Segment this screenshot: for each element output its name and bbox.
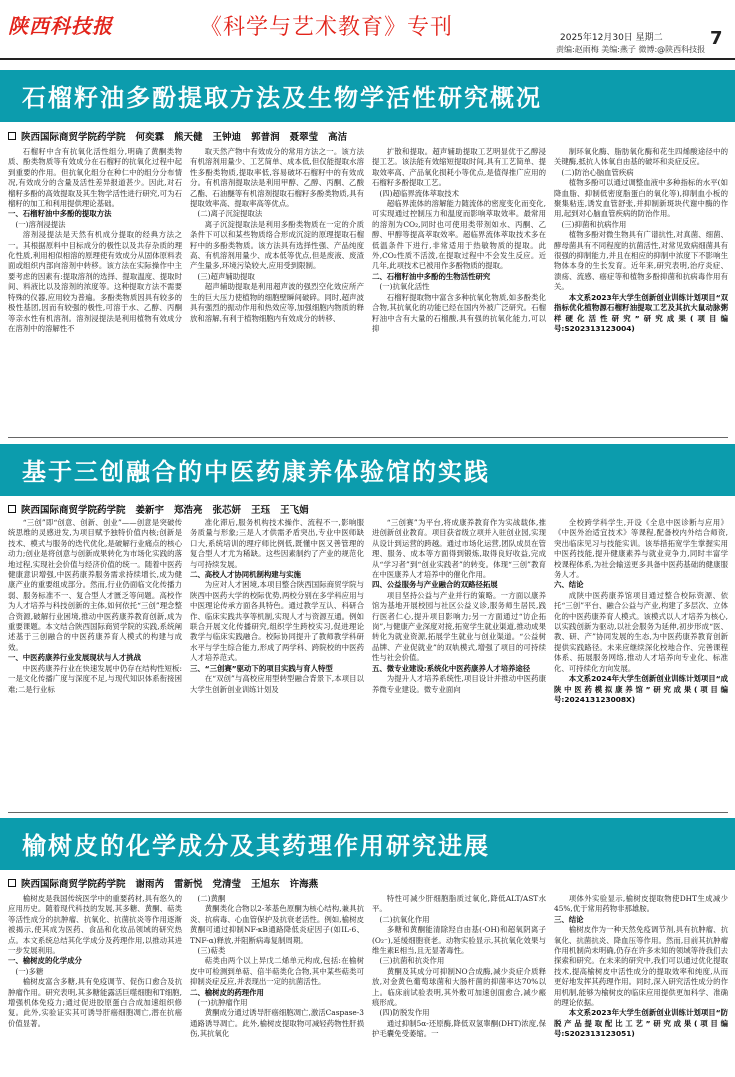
subsection-heading: (三)萜类: [197, 946, 226, 956]
article-column: [8, 147, 182, 433]
section-heading: 三、结论: [554, 914, 584, 924]
body-paragraph: 榆树皮是我国传统医学中的重要药材,具有悠久的应用历史。随着现代科技的发展,其多糖、黄酮、萜类等活性成分的抗肿瘤、抗氧化、抗菌抗炎等作用逐渐被揭示,使其成为医药、食品和化妆品领域的研究热点。本文系统总结其化学成分及药理作用,以推动其进一步发展利用。: [8, 894, 182, 956]
section-divider: [8, 437, 728, 438]
masthead: [0, 0, 735, 60]
author-name: 雷新悦: [174, 879, 203, 890]
funding-note: 本文系2023年大学生创新创业训练计划项目“防脱产品提取配比工艺”研究成果(项目编号:S202313123051): [554, 1008, 728, 1039]
article-byline: [8, 129, 728, 143]
byline-affiliation: 陕西国际商贸学院药学院: [21, 132, 126, 143]
author-name: 张芯妍: [212, 505, 242, 516]
body-paragraph: 为应对人才困境,本项目整合陕西国际商贸学院与陕西中医药大学的校际优势,两校分别在多学科应用与中医理论传承方面各具特色。通过教学互认、科研合作、临床实践共享等机制,实现人才与资源互通。例如联合开展文化传播研究,组织学生跨校实习,促进理论教学与临床实践融合。校际协同提升了教师教学科研水平与学生综合能力,形成了两学科、跨院校的中医药人才培养范式。: [190, 580, 364, 663]
section-heading: 一、中医药康养行业发展现状与人才挑战: [8, 653, 142, 663]
subsection-heading: (四)超临界流体萃取技术: [379, 188, 460, 198]
article-column: [554, 518, 728, 808]
body-paragraph: 黄酮及其成分可抑制NO合成酶,减少炎症介质释放,对金黄色葡萄球菌和大肠杆菌的抑菌率达70%以上。临床前试验表明,其外敷可加速创面愈合,减少瘢痕形成。: [372, 966, 546, 1008]
author-name: 王旭东: [251, 879, 280, 890]
body-paragraph: 黄酮类化合物以2-苯基色原酮为核心结构,兼具抗炎、抗病毒、心血管保护及抗衰老活性。例如,榆树皮黄酮可通过抑制NF-κB通路降低炎症因子(如IL-6、TNF-α)释放,并阻断病毒复制周期。: [190, 904, 364, 945]
body-paragraph: 在“双创”与高校应用型转型融合背景下,本项目以大学生创新创业训练计划及: [190, 674, 364, 694]
article-title-banner: [0, 444, 735, 496]
article-column: [372, 147, 546, 433]
article-column: [372, 518, 546, 808]
author-name: 王钟迪: [212, 132, 242, 143]
subsection-heading: (三)抗菌和抗炎作用: [379, 956, 445, 966]
author-name: 党清莹: [212, 879, 242, 890]
byline-affiliation: 陕西国际商贸学院药学院: [21, 879, 126, 890]
section-heading: 二、榆树皮的药理作用: [190, 987, 264, 997]
body-paragraph: 溶剂浸提法是天然有机成分提取的经典方法之一。其根据原料中目标成分的极性以及共存杂质的理化性质,利用相似相溶的原理使有效成分从固体原料表面或组织内部向溶剂中转移。该方法在实际操作中主要考虑的因素有:提取溶剂的选择、提取温度、提取时间、料液比以及溶剂的浓度等。这种提取方法不需要特殊的仪器,应用较为普遍。多酚类物质因具有较多的极性基团,因而有较强的极性,可溶于水、乙醇、丙酮等亲水性有机溶剂。溶剂浸提法是利用植物有效成分在溶剂中的溶解性不: [8, 230, 182, 333]
special-edition-title: 《科学与艺术教育》专刊: [200, 15, 454, 40]
body-paragraph: 多糖和黄酮能清除羟自由基(·OH)和超氧阴离子(O₂⁻),延缓细胞衰老。动物实验显示,其抗氧化效果与维生素E相当,且无显著毒性。: [372, 925, 546, 956]
article-column: [554, 147, 728, 433]
author-name: 王珏: [251, 505, 271, 516]
author-name: 郭普润: [251, 132, 280, 143]
section-heading: 四、公益服务与产业融合的双路径拓展: [372, 580, 498, 590]
article-byline: [8, 502, 728, 516]
article-title: 榆树皮的化学成分及其药理作用研究进展: [22, 832, 490, 860]
section-heading: 一、石榴籽油中多酚的提取方法: [8, 209, 112, 219]
funding-note: 本文系2024年大学生创新创业训练计划项目“成陕中医药模拟康养馆”研究成果(项目编号:202413123008X): [554, 674, 728, 704]
section-heading: 二、高校人才协同机制构建与实施: [190, 570, 301, 580]
body-paragraph: 特性可减少肝细胞脂质过氧化,降低ALT/AST水平。: [372, 894, 546, 914]
body-paragraph: 植物多酚对微生物具有广谱抗性,对真菌、细菌、酵母菌具有不同程度的抗菌活性,对常见致病细菌具有很强的抑制能力,并且在相应的抑制中浓度下不影响生物体本身的生长发育。近年来,研究表明,治疗炎症、溃疡、流感、癌症等和植物多酚抑菌和抗病毒作用有关。: [554, 230, 728, 292]
body-paragraph: 黄酮成分通过诱导肝癌细胞凋亡,激活Caspase-3通路诱导凋亡。此外,榆树皮提取物可减轻药物性肝损伤,其抗氧化: [190, 1008, 364, 1039]
article-title-banner: [0, 818, 735, 870]
section-divider: [8, 812, 728, 813]
byline-square-icon: [8, 505, 16, 513]
body-paragraph: 为提升人才培养系统性,项目设计并推动中医药康养微专业建设。微专业面向: [372, 674, 546, 694]
section-heading: 六、结论: [554, 580, 584, 590]
body-paragraph: “三创赛”为平台,将成康养教育作为实战载体,推进创新创业教育。项目获省级立项并入驻创业园,实现从设计到运营的跨越。通过市场化运营,团队成员在管理、服务、成本等方面得到锻炼,取得良好收益,完成从“学习者”到“创业实践者”的转变。体现“三创”教育在中医康养人才培养中的催化作用。: [372, 518, 546, 580]
article-title-banner: [0, 70, 735, 122]
article-column: [190, 894, 364, 1072]
body-paragraph: 全校跨学科学生,开设《全息中医诊断与应用》《中医外治适宜技术》等课程,配备校内外结合师资,突出临床见习与技能实训。该举措拓宽学生掌握实用中医药技能,提升健康素养与就业竞争力,同时丰富学校课程体系,为社会输送更多具备中医药基础的健康服务人才。: [554, 518, 728, 580]
body-paragraph: 取天然产物中有效成分的常用方法之一。该方法有机溶剂用量少、工艺简单、成本低,但仅能提取水溶性多酚类物质,提取率低,容易破坏石榴籽中的有效成分。有机溶剂提取法是利用甲醇、乙醇、丙酮、乙酸乙酯、石油醚等有机溶剂提取石榴籽多酚类物质,具有提取效率高、提取率高等优点。: [190, 147, 364, 209]
subsection-heading: (四)防脱发作用: [379, 1008, 430, 1018]
body-paragraph: 植物多酚可以通过调整血液中多种指标的水平(如降血脂、抑制低密度脂蛋白的氧化等),抑制血小板的聚集粘连,诱发血管舒张,并抑制新斑块代谢中酶的作用,起到对心脑血管疾病的防治作用。: [554, 178, 728, 219]
article-byline: [8, 876, 728, 890]
newspaper-logo: 陕西科技报: [8, 14, 113, 38]
editor-credits: 责编:赵雨梅 美编:燕子 微博:@陕西科技报: [556, 45, 706, 54]
article-column: [8, 894, 182, 1072]
body-paragraph: 离子沉淀提取法是利用多酚类物质在一定的介质条件下可以和某些物质络合形成沉淀的原理提取石榴籽中的多酚类物质。该方法具有选择性强、产品纯度高、有机溶剂用量少、成本低等优点,但是废液、废渣产生量多,环境污染较大,应用受到限制。: [190, 219, 364, 271]
author-name: 何奕霖: [135, 132, 165, 143]
subsection-heading: (一)抗肿瘤作用: [197, 998, 248, 1008]
article-column: [8, 518, 182, 808]
article-title: 石榴籽油多酚提取方法及生物学活性研究概况: [22, 84, 542, 112]
subsection-heading: (三)超声辅助提取: [197, 271, 255, 281]
body-paragraph: 超声辅助提取是利用超声波的强烈空化效应所产生的巨大压力使植物的细胞壁瞬间破碎。同时,超声波具有强烈的振动作用和热效应等,加强细胞内物质的释放和溶解,有利于植物细胞内有效成分的转移、: [190, 282, 364, 323]
article-column: [190, 518, 364, 808]
section-heading: 五、微专业建设:系统化中医药康养人才培养途径: [372, 663, 531, 673]
author-name: 姜新宇: [135, 505, 165, 516]
subsection-heading: (二)黄酮: [197, 894, 226, 903]
body-paragraph: 项体外实验显示,榆树皮提取物使DHT生成减少45%,优于常用药物非那雄胺。: [554, 894, 728, 914]
byline-affiliation: 陕西国际商贸学院药学院: [21, 505, 126, 516]
article-column: [372, 894, 546, 1072]
subsection-heading: (二)抗氧化作用: [379, 914, 430, 924]
body-paragraph: “三创”即“创意、创新、创业”——创意是突破传统思维的灵感迸发,为项目赋予独特价值内核;创新是技术、模式与服务的迭代优化,是破解行业痛点的核心动力;创业是将创意与创新成果转化为市场化实践的落地过程,实现社会价值与经济价值的统一。随着中医药健康意识增强,中医药康养服务需求持续增长,成为健康产业的重要组成部分。然而,行业仍面临文化传播力弱、服务标准不一、复合型人才匮乏等问题。高校作为人才培养与科技创新的主体,如何依托“三创”理念整合资源,破解行业困境,推动中医药康养教育创新,成为重要课题。本文结合陕西国际商贸学院的实践,系统阐述基于三创融合的中医药康养育人模式的构建与成效。: [8, 518, 182, 652]
section-heading: 二、石榴籽油中多酚的生物活性研究: [372, 271, 491, 281]
body-paragraph: 扩散和提取。超声辅助提取工艺明显优于乙醇浸提工艺。该法能有效缩短提取时间,具有工艺简单、提取效率高、产品氧化损耗小等优点,是值得推广应用的石榴籽多酚提取工艺。: [372, 147, 546, 188]
byline-square-icon: [8, 132, 16, 140]
author-name: 王飞娟: [280, 505, 309, 516]
author-name: 郑浩亮: [174, 505, 203, 516]
body-paragraph: 准化滞后,服务机构技术操作、流程不一,影响服务质量与形象;三是人才供需矛盾突出,专业中医师缺口大,系统培训的理疗师比例低,既懂中医又善管理的复合型人才尤为稀缺。这些因素制约了产业的规范化与可持续发展。: [190, 518, 364, 569]
funding-note: 本文系2023年大学生创新创业训练计划项目“双指标优化植物源石榴籽油提取工艺及其抗大鼠动脉粥样硬化活性研究”研究成果(项目编号:S202313123004): [554, 292, 728, 333]
body-paragraph: 中医药康养行业在快速发展中仍存在结构性短板:一是文化传播广度与深度不足,与现代知识体系衔接困难;二是行业标: [8, 663, 182, 694]
body-paragraph: 项目坚持公益与产业并行的策略。一方面以康养馆为基地开展校园与社区公益义诊,服务师生居民,践行医者仁心,提升项目影响力;另一方面通过“访企拓岗”,与健康产业深度对接,拓宽学生就业渠道,推动成果转化为就业资源,拓展学生就业与创业渠道。“公益树品牌、产业促就业”的双轨模式,增强了项目的可持续性与社会价值。: [372, 590, 546, 663]
section-heading: 三、“三创赛”驱动下的项目实践与育人特型: [190, 663, 333, 673]
section-heading: 一、榆树皮的化学成分: [8, 956, 82, 966]
page-number: 7: [710, 28, 723, 49]
subsection-heading: (一)溶剂浸提法: [15, 219, 66, 229]
body-paragraph: 榆树皮作为一种天然免疫调节剂,具有抗肿瘤、抗氧化、抗菌抗炎、降血压等作用。然而,目前其抗肿瘤作用机制尚未明确,仍存在许多未知的领域等待我们去探索和研究。在未来的研究中,我们可以通过优化提取技术,提高榆树皮中活性成分的提取效率和纯度,从而更好地发挥其药理作用。同时,深入研究活性成分的作用机制,能够为榆树皮的临床应用提供更加科学、准确的理论依据。: [554, 925, 728, 1008]
subsection-heading: (一)抗氧化活性: [379, 282, 430, 292]
issue-date: 2025年12月30日 星期二: [560, 33, 663, 43]
masthead-divider: [0, 58, 735, 60]
body-paragraph: 萜类由两个以上异戊二烯单元构成,包括:在榆树皮中可检测到单萜、倍半萜类化合物,其中某些萜类可抑制炎症反应,并表现出一定的抗菌活性。: [190, 956, 364, 987]
body-paragraph: 榆树皮富含多糖,具有免疫调节、促伤口愈合及抗肿瘤作用。研究表明,其多糖能露活巨噬细胞和T细胞,增强机体免疫力;通过促进胶原蛋白合成加速组织修复。此外,实验证实其可诱导肝癌细胞凋亡,潜在抗癌价值显著。: [8, 977, 182, 1028]
subsection-heading: (二)防治心脑血管疾病: [561, 167, 634, 177]
body-paragraph: 成陕中医药康养馆项目通过整合校际资源、依托“三创”平台、融合公益与产业,构建了多层次、立体化的中医药康养育人模式。该模式以人才培养为核心,以实践创新为驱动,以社会服务为延伸,初步形成“医、教、研、产”协同发展的生态,为中医药康养教育创新提供实践路径。未来应继续深化校地合作、完善课程体系、拓展服务网络,推动人才培养向专业化、标准化、可持续化方向发展。: [554, 590, 728, 673]
body-paragraph: 石榴籽中含有抗氧化活性组分,明确了黄酮类物质、酚类物质等有效成分在石榴籽的抗氧化过程中起到重要的作用。但抗氧化组分在种仁中的组分分布情况,有效成分的含量及活性差异报道甚少。因此,对石榴籽多酚的高效提取及其生物学活性进行研究,可为石榴籽的加工和利用提供理论基础。: [8, 147, 182, 209]
author-name: 高洁: [328, 132, 348, 143]
subsection-heading: (二)离子沉淀提取法: [197, 209, 263, 219]
subsection-heading: (一)多糖: [15, 966, 44, 976]
article-column: [190, 147, 364, 433]
author-name: 许海燕: [289, 879, 319, 890]
article-column: [554, 894, 728, 1072]
author-name: 熊天健: [174, 132, 203, 143]
body-paragraph: 石榴籽提取物中富含多种抗氧化物质,如多酚类化合物,其抗氧化的功能已经在国内外被广泛研究。石榴籽油中含有大量的石榴酸,具有强的抗氧化能力,可以抑: [372, 292, 546, 333]
subsection-heading: (三)抑菌和抗病作用: [561, 219, 627, 229]
article-title: 基于三创融合的中医药康养体验馆的实践: [22, 458, 490, 486]
body-paragraph: 通过抑制5α-还原酶,降低双氢睾酮(DHT)浓度,保护毛囊免受萎缩。一: [372, 1018, 546, 1039]
author-name: 聂翠莹: [289, 132, 319, 143]
byline-square-icon: [8, 879, 16, 887]
author-name: 谢雨芮: [135, 879, 165, 890]
body-paragraph: 制环氧化酶、脂肪氧化酶和花生四烯酸途径中的关键酶,抵抗人体氧自由基的破坏和炎症反应。: [554, 147, 728, 167]
body-paragraph: 超临界流体的溶解能力随流体的密度变化而变化,可实现通过控制压力和温度而影响萃取效率。最常用的溶剂为CO₂,同时也可使用类带剂如水、丙酮、乙醇、甲醇等提高萃取效率。超临界流体萃取技术多在低温条件下进行,非常适用于热敏物质的提取。此外,CO₂性质不活泼,在提取过程中不会发生反应。近几年,此项技术已被用作多酚物质的提取。: [372, 199, 546, 271]
